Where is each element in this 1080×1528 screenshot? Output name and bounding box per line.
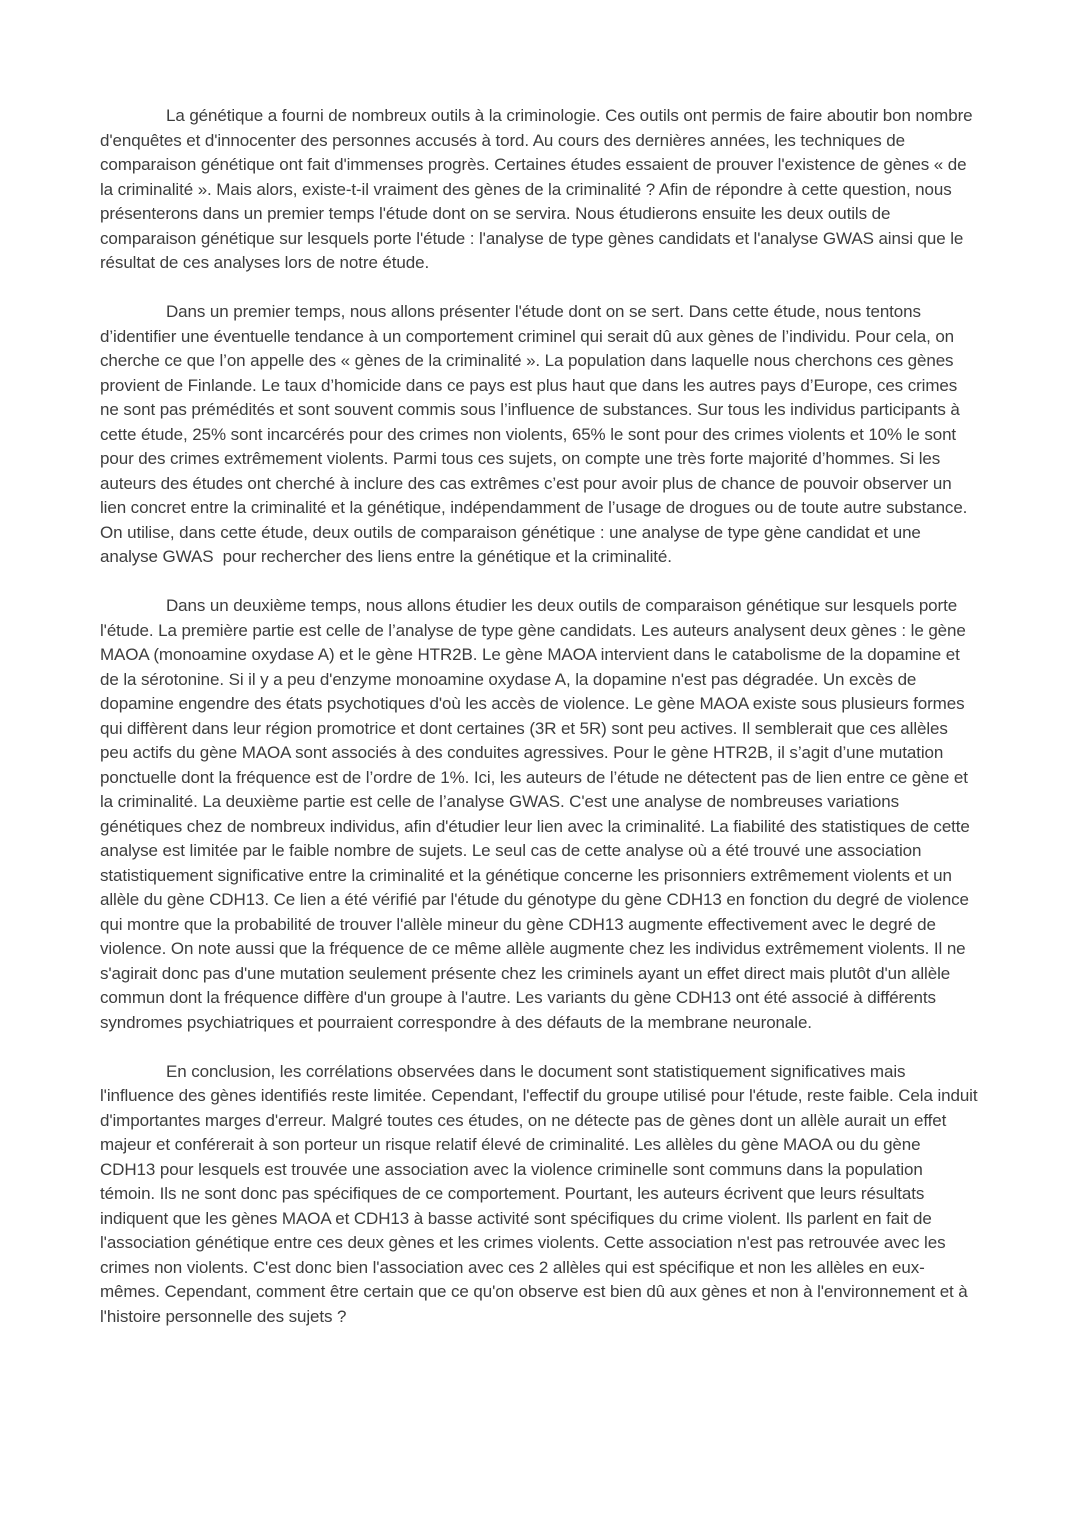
paragraph-genetic-analysis-tools: Dans un deuxième temps, nous allons étudier les deux outils de comparaison génétique sur lesquels porte l'étude. La première partie est celle de l’analyse de type gène candidats. Les auteurs analysent deux gènes : le gène MAOA (monoamine oxydase A) et le gène HTR2B. Le gène MAOA intervient dans le catabolisme de la dopamine et de la sérotonine. Si il y a peu d'enzyme monoamine oxydase A, la dopamine n'est pas dégradée. Un excès de dopamine engendre des états psychotiques d'où les accès de violence. Le gène MAOA existe sous plusieurs formes qui diffèrent dans leur région promotrice et dont certaines (3R et 5R) sont peu actives. Il semblerait que ces allèles peu actifs du gène MAOA sont associés à des conduites agressives. Pour le gène HTR2B, il s’agit d’une mutation ponctuelle dont la fréquence est de l’ordre de 1%. Ici, les auteurs de l’étude ne détectent pas de lien entre ce gène et la criminalité. La deuxième partie est celle de l’analyse GWAS. C'est une analyse de nombreuses variations génétiques chez de nombreux individus, afin d'étudier leur lien avec la criminalité. La fiabilité des statistiques de cette analyse est limitée par le faible nombre de sujets. Le seul cas de cette analyse où a été trouvé une association statistiquement significative entre la criminalité et la génétique concerne les prisonniers extrêmement violents et un allèle du gène CDH13. Ce lien a été vérifié par l'étude du génotype du gène CDH13 en fonction du degré de violence qui montre que la probabilité de trouver l'allèle mineur du gène CDH13 augmente effectivement avec le degré de violence. On note aussi que la fréquence de ce même allèle augmente chez les individus extrêmement violents. Il ne s'agirait donc pas d'une mutation seulement présente chez les criminels ayant un effet direct mais plutôt d'un allèle commun dont la fréquence diffère d'un groupe à l'autre. Les variants du gène CDH13 ont été associé à différents syndromes psychiatriques et pourraient correspondre à des défauts de la membrane neuronale.	[100, 596, 975, 1032]
paragraph-introduction: La génétique a fourni de nombreux outils à la criminologie. Ces outils ont permis de faire aboutir bon nombre d'enquêtes et d'innocenter des personnes accusés à tord. Au cours des dernières années, les techniques de comparaison génétique ont fait d'immenses progrès. Certaines études essaient de prouver l'existence de gènes « de la criminalité ». Mais alors, existe-t-il vraiment des gènes de la criminalité ? Afin de répondre à cette question, nous présenterons dans un premier temps l'étude dont on se servira. Nous étudierons ensuite les deux outils de comparaison génétique sur lesquels porte l'étude : l'analyse de type gènes candidats et l'analyse GWAS ainsi que le résultat de ces analyses lors de notre étude.	[100, 106, 978, 272]
paragraph-conclusion: En conclusion, les corrélations observées dans le document sont statistiquement significatives mais l'influence des gènes identifiés reste limitée. Cependant, l'effectif du groupe utilisé pour l'étude, reste faible. Cela induit d'importantes marges d'erreur. Malgré toutes ces études, on ne détecte pas de gènes dont un allèle aurait un effet majeur et conférerait à son porteur un risque relatif élevé de criminalité. Les allèles du gène MAOA ou du gène CDH13 pour lesquels est trouvée une association avec la violence criminelle sont communs dans la population témoin. Ils ne sont donc pas spécifiques de ce comportement. Pourtant, les auteurs écrivent que leurs résultats indiquent que les gènes MAOA et CDH13 à basse activité sont spécifiques du crime violent. Ils parlent en fait de l'association génétique entre ces deux gènes et les crimes violents. Cette association n'est pas retrouvée avec les crimes non violents. C'est donc bien l'association avec ces 2 allèles qui est spécifique et non les allèles en eux-mêmes. Cependant, comment être certain que ce qu'on observe est bien dû aux gènes et non à l'environnement et à l'histoire personnelle des sujets ?	[100, 1061, 983, 1326]
paragraph-study-presentation: Dans un premier temps, nous allons présenter l'étude dont on se sert. Dans cette étude, nous tentons d’identifier une éventuelle tendance à un comportement criminel qui serait dû aux gènes de l’individu. Pour cela, on cherche ce que l’on appelle des « gènes de la criminalité ». La population dans laquelle nous cherchons ces gènes provient de Finlande. Le taux d’homicide dans ce pays est plus haut que dans les autres pays d’Europe, ces crimes ne sont pas prémédités et sont souvent commis sous l’influence de substances. Sur tous les individus participants à cette étude, 25% sont incarcérés pour des crimes non violents, 65% le sont pour des crimes violents et 10% le sont pour des crimes extrêmement violents. Parmi tous ces sujets, on compte une très forte majorité d’hommes. Si les auteurs des études ont cherché à inclure des cas extrêmes c’est pour avoir plus de chance de pouvoir observer un lien concret entre la criminalité et la génétique, indépendamment de l’usage de drogues ou de toute autre substance. On utilise, dans cette étude, deux outils de comparaison génétique : une analyse de type gène candidat et une analyse GWAS pour rechercher des liens entre la génétique et la criminalité.	[100, 302, 972, 566]
